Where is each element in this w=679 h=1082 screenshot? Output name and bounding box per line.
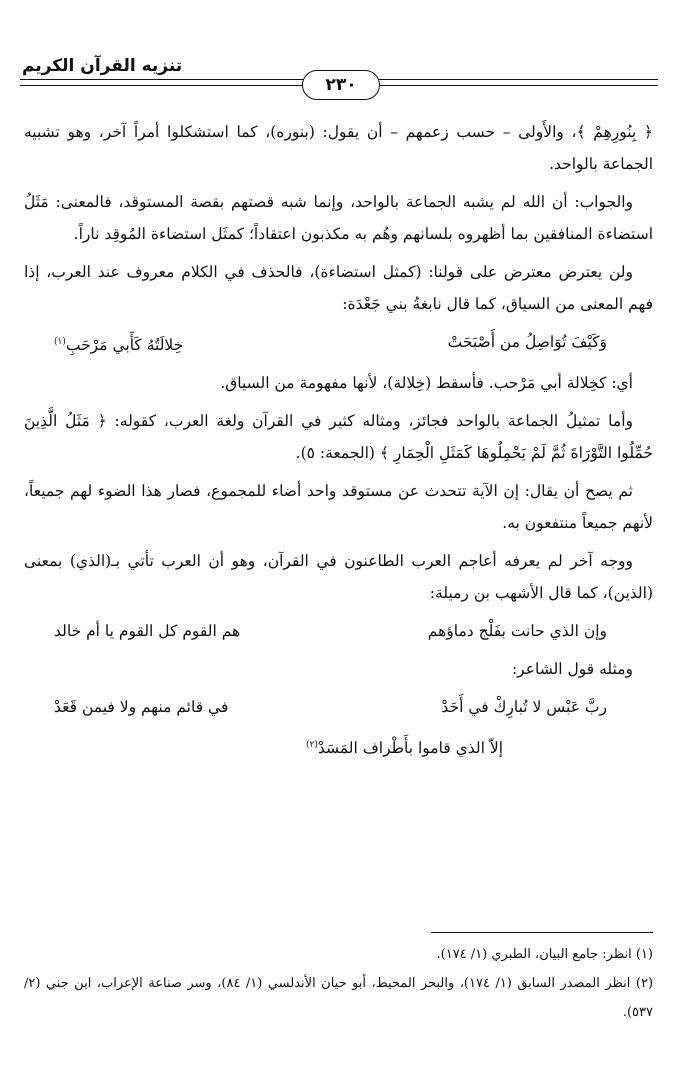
- poem-verse-1: [24, 326, 653, 361]
- paragraph-8: ومثله قول الشاعر:: [511, 660, 633, 679]
- paragraph-3: ولن يعترض معترض على قولنا: (كمثل استضاءة)، فالحذف في الكلام معروف عند العرب، إذا فهم المعنى من السياق، كما قال نابغةُ بني جَعْدَة:: [24, 263, 653, 313]
- verse-4-line: [306, 729, 503, 764]
- poem-verse-4: [24, 729, 653, 764]
- footnote-separator: [431, 932, 653, 933]
- verse-2-second-hemistich: هم القوم كل القوم يا أم خالد: [54, 622, 241, 641]
- footnote-ref-1: (١): [54, 337, 66, 347]
- paragraph-5: وأما تمثيلُ الجماعة بالواحد فجائز، ومثاله كثير في القرآن ولغة العرب، كقوله: ﴿ مَثَلُ الَّذِينَ حُمِّلُوا التَّوْرَاةَ ثُمَّ لَمْ يَحْمِلُوهَا كَمَثَلِ الْحِمَارِ ﴾ (الجمعة: ٥).: [24, 412, 653, 463]
- poem-verse-2: [24, 615, 653, 647]
- verse-1-second-text: خِلالَتُهُ كَأَبي مَرْحَبِ: [65, 336, 184, 355]
- poem-verse-3: [24, 691, 653, 723]
- footnote-ref-2: (٢): [305, 740, 318, 751]
- verse-1-first-hemistich: وَكَيْفَ تُوَاصِلُ من أَصْبَحَتْ: [447, 333, 607, 351]
- page-body: [24, 116, 653, 770]
- paragraph-6: ثم يصح أن يقال: إن الآية تتحدث عن مستوقد واحد أضاء للمجموع، فصار هذا الضوء لهم جميعاً، لأنهم جميعاً منتفعون به.: [24, 482, 653, 533]
- verse-4-text: إلاّ الذي قاموا بأَطْراف المَسَدْ: [317, 739, 503, 758]
- verse-2-first-hemistich: وإن الذي حانت بفَلْج دماؤهم: [427, 622, 607, 641]
- verse-1-second-hemistich: [54, 326, 183, 361]
- footnote-1: (١) انظر: جامع البيان، الطبري (١/ ١٧٤).: [436, 947, 653, 962]
- paragraph-4: أي: كخِلالة أبي مَرْحب. فأسقط (خِلالة)، لأنها مفهومة من السياق.: [220, 374, 633, 393]
- page-number-badge: ٢٣٠: [302, 70, 380, 100]
- footnote-2: (٢) انظر المصدر السابق (١/ ١٧٤)، والبحر المحيط، أبو حيان الأندلسي (١/ ٨٤)، وسر صناعة الإعراب، ابن جني (٢/ ٥٣٧).: [24, 976, 654, 1020]
- running-header-title: تنزيه القرآن الكريم: [22, 56, 183, 76]
- paragraph-7: ووجه آخر لم يعرفه أعاجم العرب الطاعنون في القرآن، وهو أن العرب تأتي بـ(الذي) بمعنى (الذين)، كما قال الأشهب بن رميلة:: [24, 552, 653, 603]
- paragraph-1: ﴿ بِنُورِهِمْ ﴾، والأَولى – حسب زعمهم – أن يقول: (بنوره)، كما استشكلوا أمراً آخر، وهو تشبيه الجماعة بالواحد.: [24, 123, 653, 173]
- verse-3-second-hemistich: في قائم منهم ولا فيمن قَعَدْ: [54, 698, 229, 717]
- paragraph-2: والجواب: أن الله لم يشبه الجماعة بالواحد، وإنما شبه قصتهم بقصة المستوقد، فالمعنى: مَثَلُ استضاءة المنافقين بما أظهروه بلسانهم وهُم به مكذبون اعتقاداً؛ كمثَل استضاءة المُوقِد ناراً.: [24, 193, 653, 243]
- footnotes: [24, 940, 653, 1027]
- verse-3-first-hemistich: ربَّ عَبْس لا تُبارِكْ في أَحَدْ: [441, 698, 607, 717]
